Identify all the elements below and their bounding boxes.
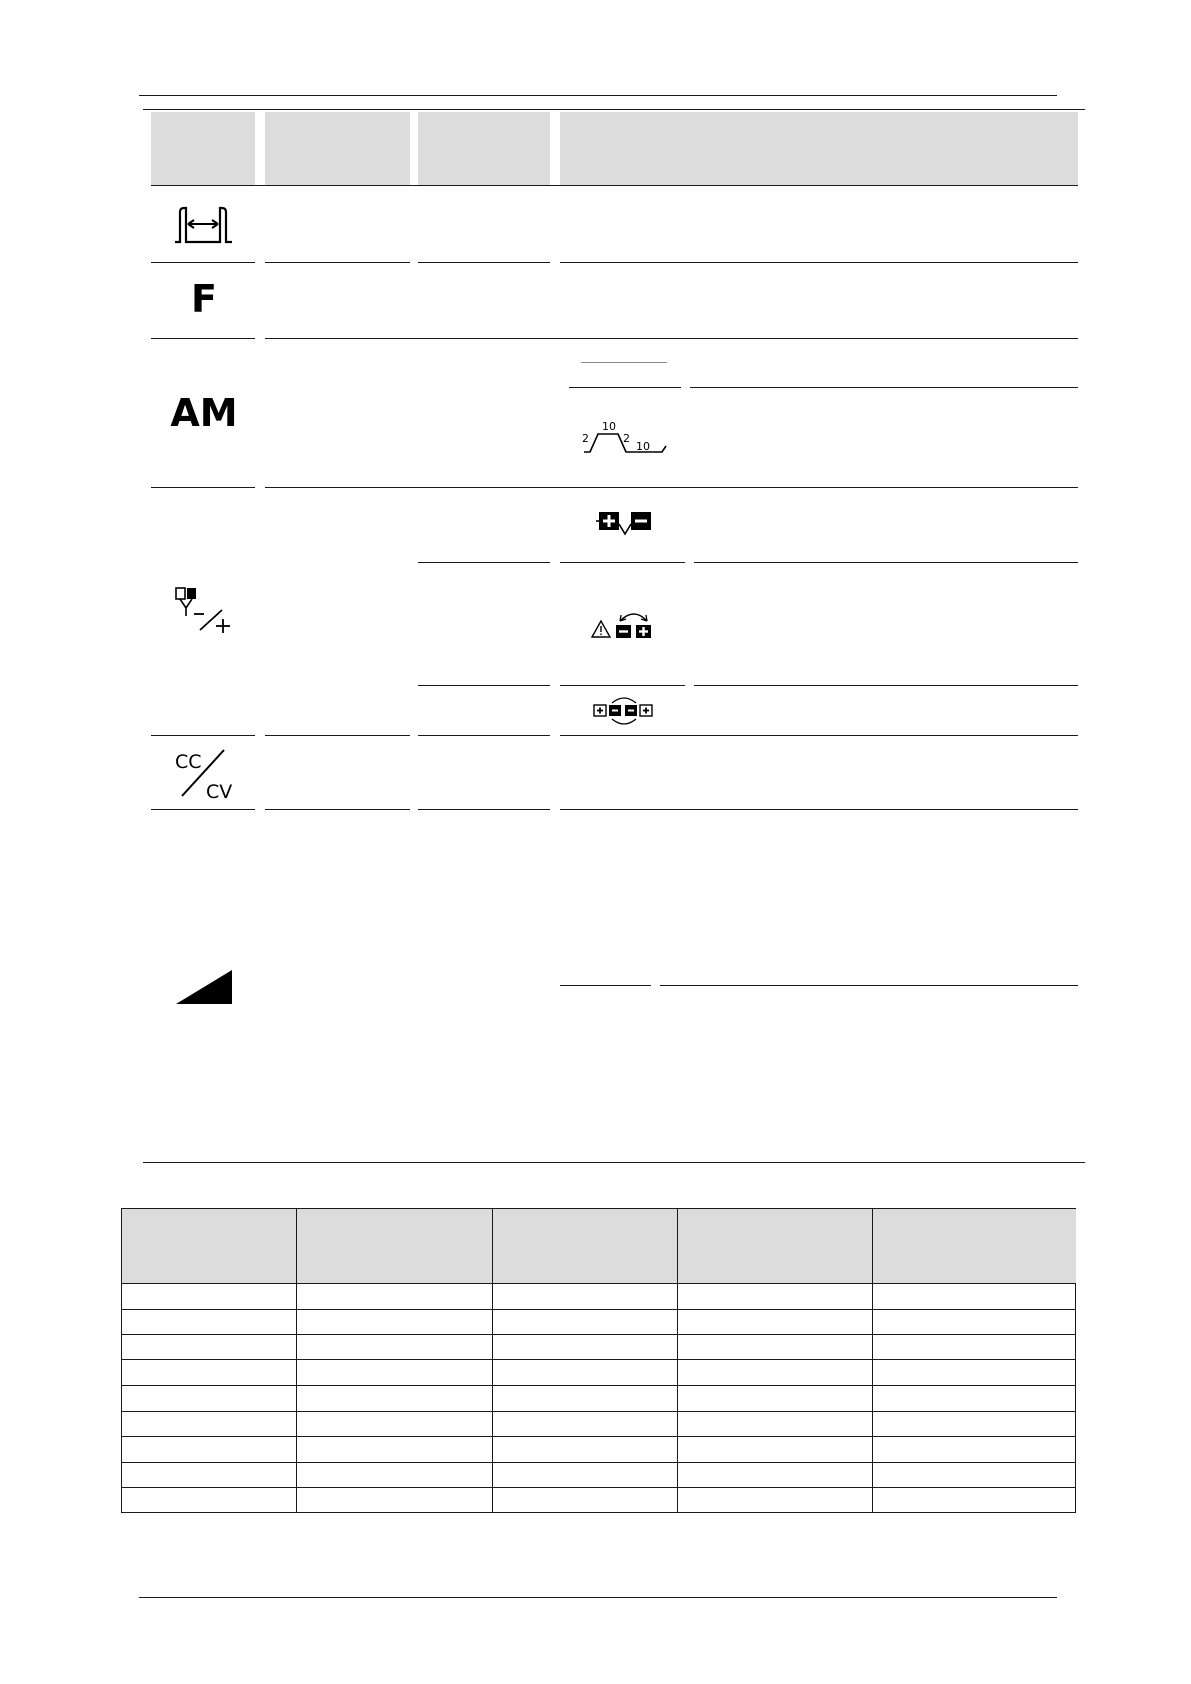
table-row — [122, 1385, 1075, 1386]
cc-label: CC — [175, 751, 202, 773]
pulse-width-icon — [172, 202, 234, 246]
row-rule — [151, 487, 255, 488]
cc-cv-icon — [172, 746, 238, 802]
table-row — [122, 1309, 1075, 1310]
settings-header-cell-parameter — [265, 112, 410, 185]
sub-rule — [690, 387, 1078, 388]
sub-rule — [418, 685, 550, 686]
page-bottom-rule — [139, 1597, 1057, 1598]
parameter-header-cell — [493, 1209, 678, 1283]
settings-header-cell-symbol — [151, 112, 255, 185]
warning-swap-polarity-icon — [590, 607, 656, 643]
row-rule — [265, 338, 1078, 339]
polarity-plus-minus-icon — [595, 508, 655, 538]
row-rule — [265, 735, 410, 736]
symbol-f: F — [191, 277, 217, 321]
sub-rule — [560, 562, 685, 563]
reverse-polarity-icon — [590, 695, 658, 729]
wave-label: 10 — [602, 420, 616, 433]
page-top-rule — [139, 95, 1057, 96]
table-row — [122, 1487, 1075, 1488]
cv-label: CV — [206, 781, 233, 802]
slope-icon — [174, 968, 236, 1006]
row-rule — [151, 185, 1078, 186]
polarity-icon — [172, 586, 240, 636]
column-divider — [492, 1209, 493, 1512]
wave-label: 2 — [623, 432, 630, 445]
symbol-am: AM — [170, 391, 238, 435]
row-rule — [418, 262, 550, 263]
sub-rule — [694, 685, 1078, 686]
sub-rule — [694, 562, 1078, 563]
column-divider — [872, 1209, 873, 1512]
sub-rule — [418, 562, 550, 563]
row-rule — [151, 735, 255, 736]
table-row — [122, 1462, 1075, 1463]
parameter-header-cell — [122, 1209, 297, 1283]
table-row — [122, 1359, 1075, 1360]
sub-rule — [560, 685, 685, 686]
row-rule — [560, 735, 1078, 736]
wave-label: 10 — [636, 440, 650, 453]
column-divider — [296, 1209, 297, 1512]
row-rule — [151, 338, 255, 339]
sub-rule — [660, 985, 1078, 986]
parameter-header-cell — [297, 1209, 493, 1283]
table-row — [122, 1334, 1075, 1335]
settings-header-cell-value — [418, 112, 550, 185]
row-rule — [418, 735, 550, 736]
parameter-table — [121, 1208, 1076, 1513]
row-rule — [265, 809, 410, 810]
sub-rule-short — [581, 362, 667, 363]
settings-header-cell-description — [560, 112, 1078, 185]
table-row — [122, 1436, 1075, 1437]
am-waveform-icon — [580, 418, 672, 456]
table-bottom-rule — [143, 1162, 1085, 1163]
sub-rule — [569, 387, 681, 388]
column-divider — [677, 1209, 678, 1512]
row-rule — [151, 262, 255, 263]
table-row — [122, 1411, 1075, 1412]
row-rule — [265, 262, 410, 263]
settings-header-top-rule — [143, 109, 1085, 110]
row-rule — [265, 487, 1078, 488]
row-rule — [151, 809, 255, 810]
row-rule — [560, 809, 1078, 810]
wave-label: 2 — [582, 432, 589, 445]
row-rule — [560, 262, 1078, 263]
parameter-header-cell — [678, 1209, 873, 1283]
parameter-header-cell — [873, 1209, 1076, 1283]
table-row — [122, 1283, 1075, 1284]
sub-rule — [560, 985, 651, 986]
row-rule — [418, 809, 550, 810]
